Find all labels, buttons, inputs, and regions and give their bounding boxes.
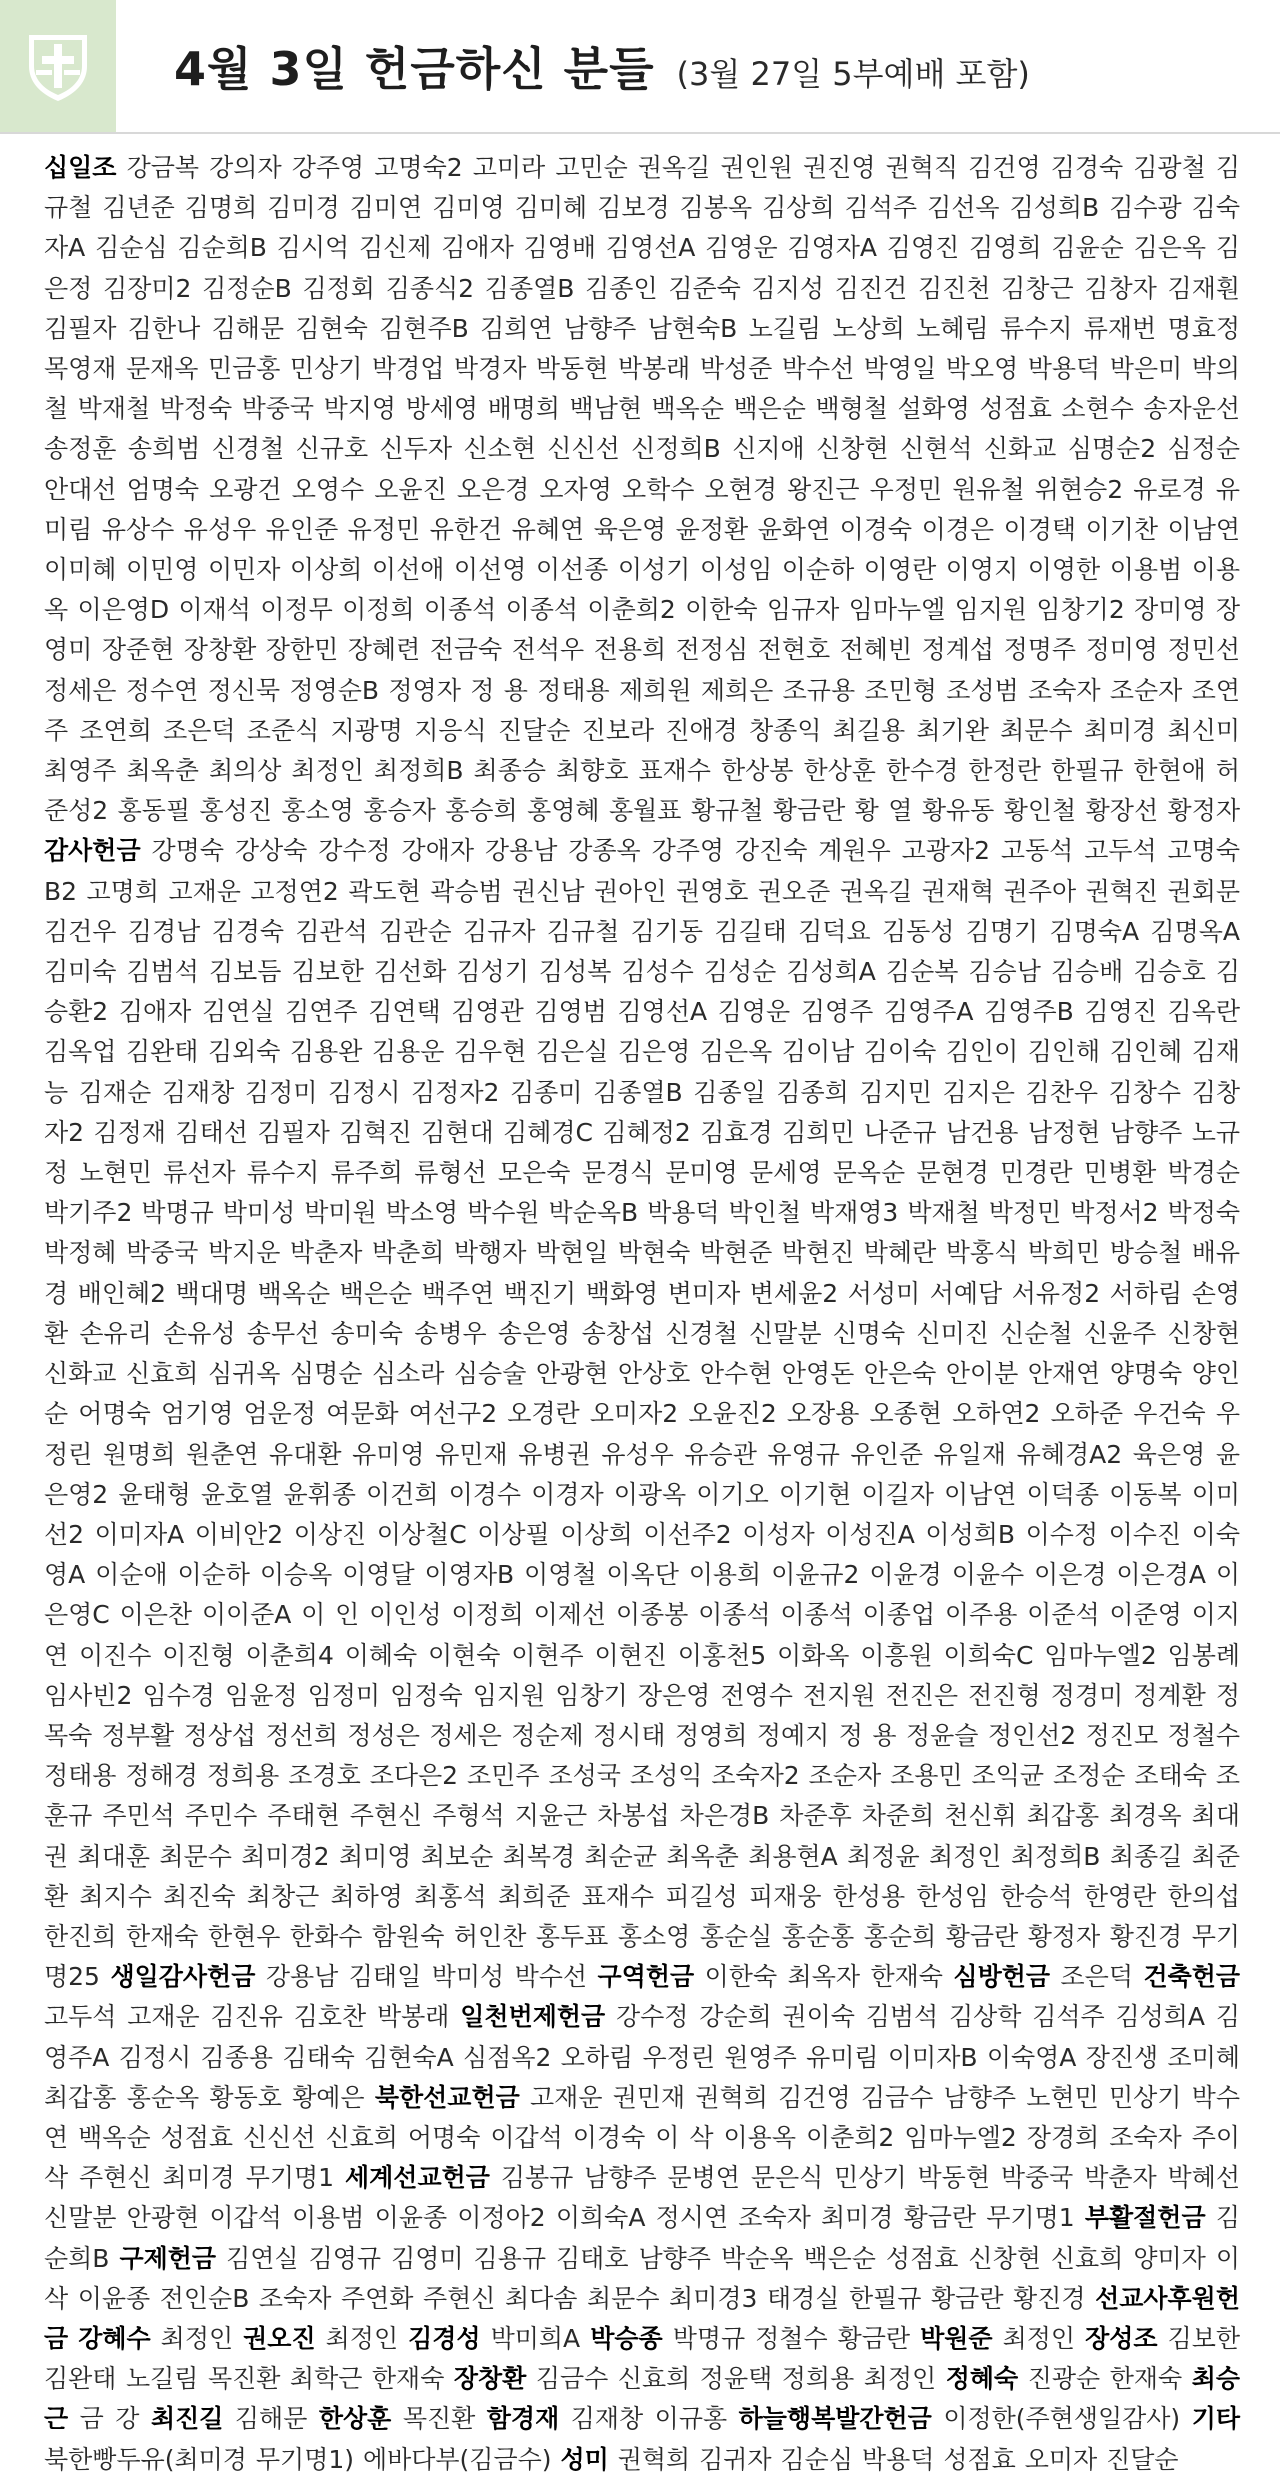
donor-names: 강명숙 강상숙 강수정 강애자 강용남 강종옥 강주영 강진숙 계원우 고광자2 고동석 고두석 고명숙B2 고명희 고재운 고정연2 곽도현 곽승범 권신남 권아인 권영호 권오준 권옥길 권재혁 권주아 권혁진 권회문 김건우 김경남 김경숙 김관석 김관순 김규자 김규철 김기동 김길태 김덕요 김동성 김명기 김명숙A 김명옥A 김미숙 김범석 김보듬 김보한 김선화 김성기 김성복 김성수 김성순 김성희A 김순복 김승남 김승배 김승호 김승환2 김애자 김연실 김연주 김연택 김영관 김영범 김영선A 김영운 김영주 김영주A 김영주B 김영진 김옥란 김옥업 김완태 김외숙 김용완 김용운 김우현 김은실 김은영 김은옥 김이남 김이숙 김인이 김인해 김인혜 김재능 김재순 김재창 김정미 김정시 김정자2 김종미 김종열B 김종일 김종희 김지민 김지은 김찬우 김창수 김창자2 김정재 김태선 김필자 김혁진 김현대 김혜경C 김혜정2 김효경 김희민 나준규 남건용 남정현 남향주 노규정 노현민 류선자 류수지 류주희 류형선 모은숙 문경식 문미영 문세영 문옥순 문현경 민경란 민병환 박경순 박기주2 박명규 박미성 박미원 박소영 박수원 박순옥B 박용덕 박인철 박재영3 박재철 박정민 박정서2 박정숙 박정혜 박중국 박지운 박춘자 박춘희 박행자 박현일 박현숙 박현준 박현진 박혜란 박홍식 박희민 방승철 배유경 배인혜2 백대명 백옥순 백은순 백주연 백진기 백화영 변미자 변세윤2 서성미 서예담 서유정2 서하림 손영환 손유리 손유성 송무선 송미숙 송병우 송은영 송창섭 신경철 신말분 신명숙 신미진 신순철 신윤주 신창현 신화교 신효희 심귀옥 심명순 심소라 심승술 안광현 안상호 안수현 안영돈 안은숙 안이분 안재연 양명숙 양인순 어명숙 엄기영 엄운정 여문화 여선구2 오경란 오미자2 오윤진2 오장용 오종현 오하연2 오하준 우건숙 우정린 원명희 원춘연 유대환 유미영 유민재 유병권 유성우 유승관 유영규 유인준 유일재 유혜경A2 육은영 윤은영2 윤태형 윤호열 윤휘종 이건희 이경수 이경자 이광옥 이기오 이기현 이길자 이남연 이덕종 이동복 이미선2 이미자A 이비안2 이상진 이상철C 이상필 이상희 이선주2 이성자 이성진A 이성희B 이수정 이수진 이숙영A 이순애 이순하 이승옥 이영달 이영자B 이영철 이옥단 이용희 이윤규2 이윤경 이윤수 이은경 이은경A 이은영C 이은찬 이이준A 이 인 이인성 이정희 이제선 이종봉 이종석 이종석 이종업 이주용 이준석 이준영 이지연 이진수 이진형 이춘희4 이혜숙 이현숙 이현주 이현진 이홍천5 이화옥 이흥원 이희숙C 임마누엘2 임봉례 임사빈2 임수경 임윤정 임정미 임정숙 임지원 임창기 장은영 전영수 전지원 전진은 전진형 정경미 정계환 정목숙 정부활 정상섭 정선희 정성은 정세은 정순제 정시태 정영희 정예지 정 용 정윤슬 정인선2 정진모 정철수 정태용 정해경 정희용 조경호 조다은2 조민주 조성국 조성익 조숙자2 조순자 조용민 조익균 조정순 조태숙 조훈규 주민석 주민수 주태현 주현신 주형석 지윤근 차봉섭 차은경B 차준후 차준희 천신휘 최갑홍 최경옥 최대권 최대훈 최문수 최미경2 최미영 최보순 최복경 최순균 최옥춘 최용현A 최정윤 최정인 최정희B 최종길 최준환 최지수 최진숙 최창근 최하영 최홍석 최희준 표재수 피길성 피재웅 한성용 한성임 한승석 한영란 한의섭 한진희 한재숙 한현우 한화수 함원숙 허인찬 홍두표 홍소영 홍순실 홍순홍 홍순희 황금란 황정자 황진경 무기명25 bbox=[44, 836, 1241, 1992]
category-label: 장성조 bbox=[1085, 2323, 1158, 2353]
category-label: 정혜숙 bbox=[945, 2364, 1019, 2394]
donor-names: 고재운 권민재 권혁희 김건영 김금수 남향주 노현민 민상기 박수연 백옥순 성점효 신신선 신효희 어명숙 이갑석 이경숙 이 삭 이용옥 이춘희2 임마누엘2 장경희 조숙자 주이삭 주현신 최미경 무기명1 bbox=[44, 2082, 1240, 2193]
category-label: 세계선교헌금 bbox=[345, 2163, 490, 2193]
donor-names: 김연실 김영규 김영미 김용규 김태호 남향주 박순옥 백은순 성점효 신창현 신효희 양미자 이 삭 이윤종 전인순B 조숙자 주연화 주현신 최다솜 최문수 최미경3 태경실 한필규 황금란 황진경 bbox=[44, 2243, 1240, 2313]
shield-cross-icon bbox=[26, 30, 90, 102]
category-label: 한상훈 bbox=[318, 2404, 392, 2434]
donor-names: 강수정 강순희 권이숙 김범석 김상학 김석주 김성희A 김영주A 김정시 김종용 김태숙 김현숙A 심점옥2 오하림 우정린 원영주 유미림 이미자B 이숙영A 장진생 조미혜 최갑홍 홍순옥 황동호 황예은 bbox=[44, 2002, 1240, 2112]
donor-names: 강금복 강의자 강주영 고명숙2 고미라 고민순 권옥길 권인원 권진영 권혁직 김건영 김경숙 김광철 김규철 김년준 김명희 김미경 김미연 김미영 김미혜 김보경 김봉옥 김상희 김석주 김선옥 김성희B 김수광 김숙자A 김순심 김순희B 김시억 김신제 김애자 김영배 김영선A 김영운 김영자A 김영진 김영희 김윤순 김은옥 김은정 김장미2 김정순B 김정회 김종식2 김종열B 김종인 김준숙 김지성 김진건 김진천 김창근 김창자 김재훤 김필자 김한나 김해문 김현숙 김현주B 김희연 남향주 남현숙B 노길림 노상희 노혜림 류수지 류재번 명효정 목영재 문재옥 민금홍 민상기 박경업 박경자 박동현 박봉래 박성준 박수선 박영일 박오영 박용덕 박은미 박의철 박재철 박정숙 박중국 박지영 방세영 배명희 백남현 백옥순 백은순 백형철 설화영 성점효 소현수 송자운선 송정훈 송희범 신경철 신규호 신두자 신소현 신신선 신정희B 신지애 신창현 신현석 신화교 심명순2 심정순 안대선 엄명숙 오광건 오영수 오윤진 오은경 오자영 오학수 오현경 왕진근 우정민 원유철 위현승2 유로경 유미림 유상수 유성우 유인준 유정민 유한건 유혜연 육은영 윤정환 윤화연 이경숙 이경은 이경택 이기찬 이남연 이미혜 이민영 이민자 이상희 이선애 이선영 이선종 이성기 이성임 이순하 이영란 이영지 이영한 이용범 이용옥 이은영D 이재석 이정무 이정희 이종석 이종석 이춘희2 이한숙 임규자 임마누엘 임지원 임창기2 장미영 장영미 장준현 장창환 장한민 장혜련 전금숙 전석우 전용희 전정심 전현호 전혜빈 정계섭 정명주 정미영 정민선 정세은 정수연 정신묵 정영순B 정영자 정 용 정태용 제희원 제희은 조규용 조민형 조성범 조숙자 조순자 조연주 조연희 조은덕 조준식 지광명 지응식 진달순 진보라 진애경 창종익 최길용 최기완 최문수 최미경 최신미 최영주 최옥춘 최의상 최정인 최정희B 최종승 최향호 표재수 한상봉 한상훈 한수경 한정란 한필규 한현애 허준성2 홍동필 홍성진 홍소영 홍승자 홍승희 홍영혜 홍월표 황규철 황금란 황 열 황유동 황인철 황장선 황정자 bbox=[44, 153, 1241, 826]
category-label: 일천번제헌금 bbox=[460, 2002, 606, 2032]
category-label: 감사헌금 bbox=[44, 836, 141, 866]
page-title: 4월 3일 헌금하신 분들 bbox=[174, 42, 655, 96]
category-label: 생일감사헌금 bbox=[110, 1962, 256, 1992]
category-label: 강혜수 bbox=[78, 2323, 151, 2353]
category-label: 박승종 bbox=[590, 2323, 663, 2353]
category-label: 성미 bbox=[560, 2444, 609, 2474]
donor-names: 박미희A bbox=[490, 2323, 581, 2353]
donor-names: 권혁희 김귀자 김순심 박용덕 성점효 오미자 진달순 bbox=[617, 2444, 1179, 2474]
page-subtitle: (3월 27일 5부예배 포함) bbox=[676, 55, 1030, 93]
donor-names: 박명규 정철수 황금란 bbox=[672, 2323, 911, 2353]
donor-names: 고두석 고재운 김진유 김호찬 박봉래 bbox=[44, 2002, 450, 2032]
donor-names: 김보한 김완태 노길림 목진환 최학근 한재숙 bbox=[44, 2323, 1241, 2394]
donor-names: 최정인 bbox=[325, 2323, 399, 2353]
donor-names: 김봉규 남향주 문병연 문은식 민상기 박동현 박중국 박춘자 박혜선 신말분 안광현 이갑석 이용범 이윤종 이정아2 이희숙A 정시연 조숙자 최미경 황금란 무기명1 bbox=[44, 2163, 1241, 2233]
page-header bbox=[0, 0, 1280, 134]
donor-names: 이정한(주현생일감사) bbox=[943, 2404, 1181, 2434]
donor-names: 진광순 한재숙 bbox=[1027, 2364, 1183, 2394]
donor-names: 최정인 bbox=[160, 2323, 234, 2353]
donor-names: 김순희B bbox=[44, 2203, 1240, 2273]
category-label: 심방헌금 bbox=[953, 1962, 1051, 1992]
category-label: 최진길 bbox=[150, 2404, 224, 2434]
category-label: 함경재 bbox=[486, 2404, 560, 2434]
donor-names: 김재창 이규홍 bbox=[570, 2404, 728, 2434]
category-label: 부활절헌금 bbox=[1084, 2203, 1206, 2233]
offering-paragraph bbox=[44, 148, 1240, 2480]
category-label: 장창환 bbox=[453, 2364, 527, 2394]
category-label: 건축헌금 bbox=[1143, 1962, 1241, 1992]
category-label: 구제헌금 bbox=[119, 2243, 217, 2273]
donor-names: 김금수 신효희 정윤택 정희용 최정인 bbox=[535, 2364, 937, 2394]
category-label: 선교사후원헌금 bbox=[44, 2283, 1240, 2353]
category-label: 십일조 bbox=[44, 153, 117, 182]
donor-names: 최정인 bbox=[1002, 2323, 1076, 2353]
donor-names: 이한숙 최옥자 한재숙 bbox=[704, 1962, 943, 1992]
category-label: 권오진 bbox=[243, 2323, 316, 2353]
offering-list bbox=[44, 148, 1240, 2480]
category-label: 기타 bbox=[1191, 2404, 1240, 2434]
category-label: 구역헌금 bbox=[597, 1962, 695, 1992]
donor-names: 북한빵두유(최미경 무기명1) 에바다부(김금수) bbox=[44, 2444, 552, 2474]
donor-names: 김해문 bbox=[234, 2404, 308, 2434]
donor-names: 강용남 김태일 박미성 박수선 bbox=[265, 1962, 588, 1992]
donor-names: 조은덕 bbox=[1060, 1962, 1133, 1992]
category-label: 하늘행복발간헌금 bbox=[738, 2404, 932, 2434]
category-label: 박원준 bbox=[920, 2323, 993, 2353]
category-label: 김경성 bbox=[408, 2323, 481, 2353]
category-label: 최승근 bbox=[44, 2364, 1240, 2434]
donor-names: 목진환 bbox=[402, 2404, 476, 2434]
donor-names: 금 강 bbox=[79, 2404, 140, 2434]
category-label: 북한선교헌금 bbox=[374, 2082, 520, 2112]
church-logo bbox=[0, 0, 116, 132]
